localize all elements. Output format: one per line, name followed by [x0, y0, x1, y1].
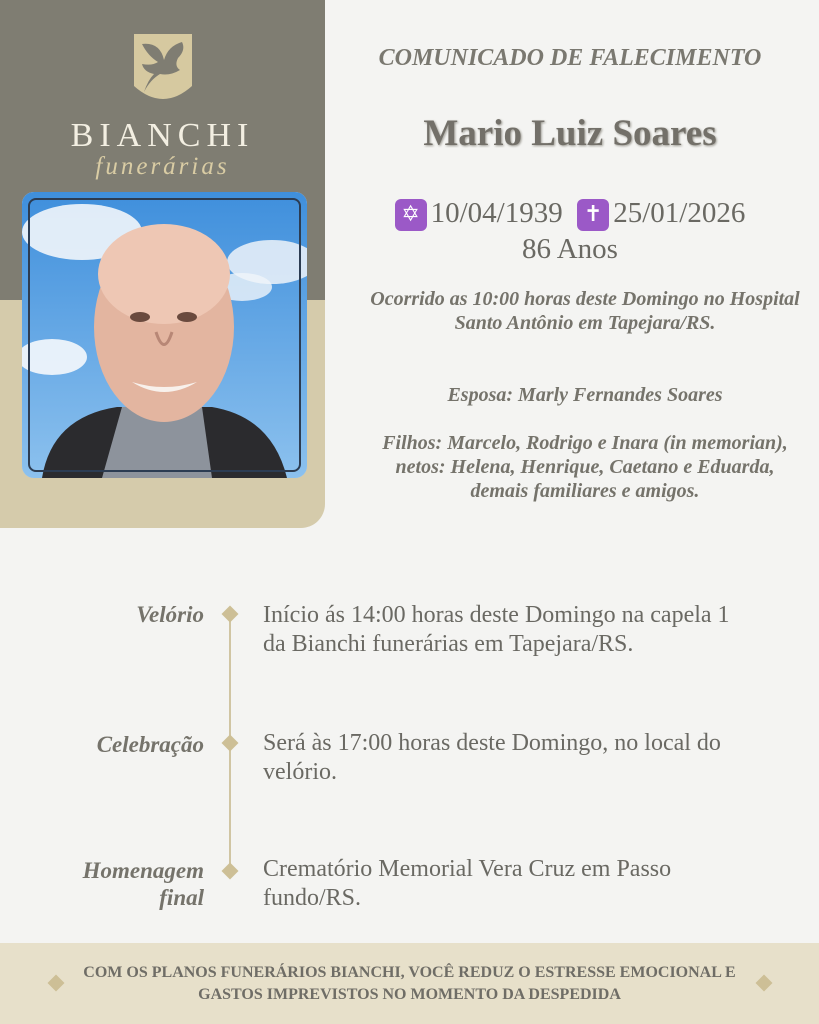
- family-text: Filhos: Marcelo, Rodrigo e Inara (in memorian), netos: Helena, Henrique, Caetano e Eduarda, demais familiares e amigos.: [382, 432, 788, 502]
- schedule-text-celebracao: Será às 17:00 horas deste Domingo, no local do velório.: [263, 730, 721, 785]
- schedule-label-velorio: Velório: [136, 602, 204, 627]
- schedule-label-celebracao: Celebração: [96, 732, 204, 757]
- deceased-photo: [22, 192, 307, 478]
- birth-date: 10/04/1939: [430, 197, 563, 229]
- brand-subtitle: funerárias: [95, 153, 230, 180]
- life-dates: [345, 197, 795, 231]
- notice-title: COMUNICADO DE FALECIMENTO: [378, 45, 762, 71]
- dove-icon: [130, 30, 196, 108]
- schedule-label-homenagem: Homenagem final: [82, 858, 204, 910]
- star-of-david-icon: ✡: [395, 199, 427, 231]
- footer-diamond-icon: [48, 975, 65, 992]
- timeline-diamond-icon: [222, 606, 239, 623]
- timeline-diamond-icon: [222, 735, 239, 752]
- schedule-text-velorio: Início ás 14:00 horas deste Domingo na capela 1 da Bianchi funerárias em Tapejara/RS.: [263, 602, 730, 657]
- deceased-name: Mario Luiz Soares: [423, 113, 717, 154]
- timeline-diamond-icon: [222, 863, 239, 880]
- schedule-text-homenagem: Crematório Memorial Vera Cruz em Passo fundo/RS.: [263, 856, 672, 911]
- brand-logo: [0, 30, 325, 181]
- footer-text: COM OS PLANOS FUNERÁRIOS BIANCHI, VOCÊ REDUZ O ESTRESSE EMOCIONAL E GASTOS IMPREVISTOS NO MOMENTO DA DESPEDIDA: [83, 964, 736, 1003]
- photo-border: [28, 198, 301, 472]
- death-date: 25/01/2026: [613, 197, 746, 229]
- brand-name: BIANCHI: [70, 117, 255, 154]
- occurrence-text: Ocorrido as 10:00 horas deste Domingo no Hospital Santo Antônio em Tapejara/RS.: [370, 288, 800, 334]
- latin-cross-icon: ✝: [577, 199, 609, 231]
- deceased-age: 86 Anos: [522, 233, 618, 265]
- footer-banner: [0, 943, 819, 1024]
- spouse-text: Esposa: Marly Fernandes Soares: [447, 384, 723, 406]
- footer-diamond-icon: [756, 975, 773, 992]
